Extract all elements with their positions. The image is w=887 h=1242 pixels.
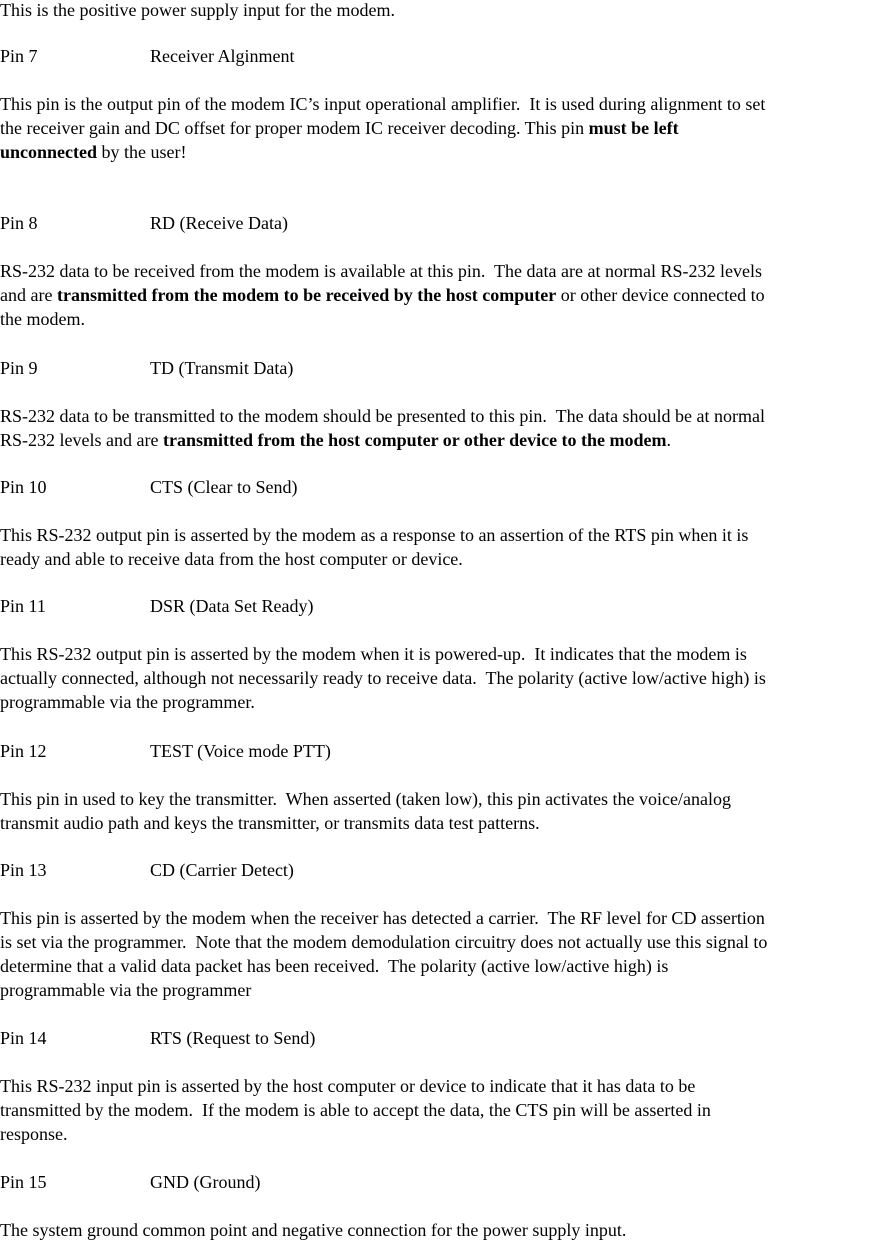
pin-name: RD (Receive Data) [150,213,288,233]
pin-description-line [0,811,540,835]
pin-description-line [0,1074,695,1098]
pin-number: Pin 8 [0,213,38,233]
pin-description-line [0,1098,711,1122]
pin-description-line [0,1122,67,1146]
text-run: This pin in used to key the transmitter. When asserted (taken low), this pin activates the voice/analog [0,789,731,809]
text-run: actually connected, although not necessarily ready to receive data. The polarity (active low/active high) is [0,668,766,688]
pin-description-line [0,116,679,140]
pin-name: TD (Transmit Data) [150,358,294,378]
bold-text: unconnected [0,142,98,162]
text-run: This RS-232 input pin is asserted by the host computer or device to indicate that it has data to be [0,1076,696,1096]
text-run: This pin is asserted by the modem when the receiver has detected a carrier. The RF level for CD assertion [0,908,765,928]
text-run: RS-232 levels and are [0,430,163,450]
text-run: programmable via the programmer. [0,692,255,712]
text-run: The system ground common point and negative connection for the power supply input. [0,1220,627,1240]
pin-number: Pin 13 [0,860,47,880]
pin-description-line [0,666,766,690]
pin-description-line [0,404,765,428]
pin-description-line [0,428,671,452]
text-run: programmable via the programmer [0,980,252,1000]
text-run: This RS-232 output pin is asserted by the modem when it is powered-up. It indicates that the modem is [0,644,747,664]
pin-description-line [0,954,668,978]
pin-description-line [0,930,767,954]
text-run: the modem. [0,309,85,329]
pin-description-line [0,547,463,571]
text-run: determine that a valid data packet has been received. The polarity (active low/active high) is [0,956,669,976]
intro-paragraph: This is the positive power supply input for the modem. [0,0,395,20]
bold-text: transmitted from the host computer or other device to the modem [162,430,667,450]
text-run: ready and able to receive data from the host computer or device. [0,549,463,569]
text-run: the receiver gain and DC offset for proper modem IC receiver decoding. This pin [0,118,589,138]
text-run: This pin is the output pin of the modem IC’s input operational amplifier. It is used during alignment to set [0,94,766,114]
pin-number: Pin 15 [0,1172,47,1192]
pin-description-line [0,978,251,1002]
pin-name: Receiver Alginment [150,46,295,66]
pin-description-line [0,1218,626,1242]
pin-name: CTS (Clear to Send) [150,477,298,497]
pin-number: Pin 10 [0,477,47,497]
pin-description-line [0,92,765,116]
pin-description-line [0,259,762,283]
pin-number: Pin 12 [0,741,47,761]
pin-description-line [0,523,748,547]
text-run: or other device connected to [556,285,765,305]
pin-name: CD (Carrier Detect) [150,860,294,880]
text-run: RS-232 data to be transmitted to the modem should be presented to this pin. The data should be at normal [0,406,766,426]
pin-description-line [0,642,747,666]
pin-name: GND (Ground) [150,1172,261,1192]
bold-text: must be left [588,118,679,138]
text-run: transmit audio path and keys the transmitter, or transmits data test patterns. [0,813,540,833]
text-run: is set via the programmer. Note that the modem demodulation circuitry does not actually use this signal to [0,932,768,952]
pin-description-line [0,307,85,331]
text-run: RS-232 data to be received from the modem is available at this pin. The data are at normal RS-232 levels [0,261,762,281]
pin-description-line [0,690,255,714]
pin-description-line [0,283,765,307]
pin-description-line [0,787,731,811]
pin-description-line [0,906,765,930]
pin-name: TEST (Voice mode PTT) [150,741,331,761]
pin-number: Pin 9 [0,358,38,378]
text-run: transmitted by the modem. If the modem is able to accept the data, the CTS pin will be asserted in [0,1100,711,1120]
text-run: response. [0,1124,68,1144]
text-run: by the user! [97,142,187,162]
text-run: and are [0,285,57,305]
pin-number: Pin 14 [0,1028,47,1048]
pin-description-line [0,140,187,164]
pin-number: Pin 7 [0,46,38,66]
pin-name: RTS (Request to Send) [150,1028,316,1048]
bold-text: transmitted from the modem to be received by the host computer [56,285,557,305]
pin-name: DSR (Data Set Ready) [150,596,314,616]
text-run: This RS-232 output pin is asserted by the modem as a response to an assertion of the RTS pin when it is [0,525,749,545]
pin-number: Pin 11 [0,596,46,616]
text-run: . [666,430,672,450]
